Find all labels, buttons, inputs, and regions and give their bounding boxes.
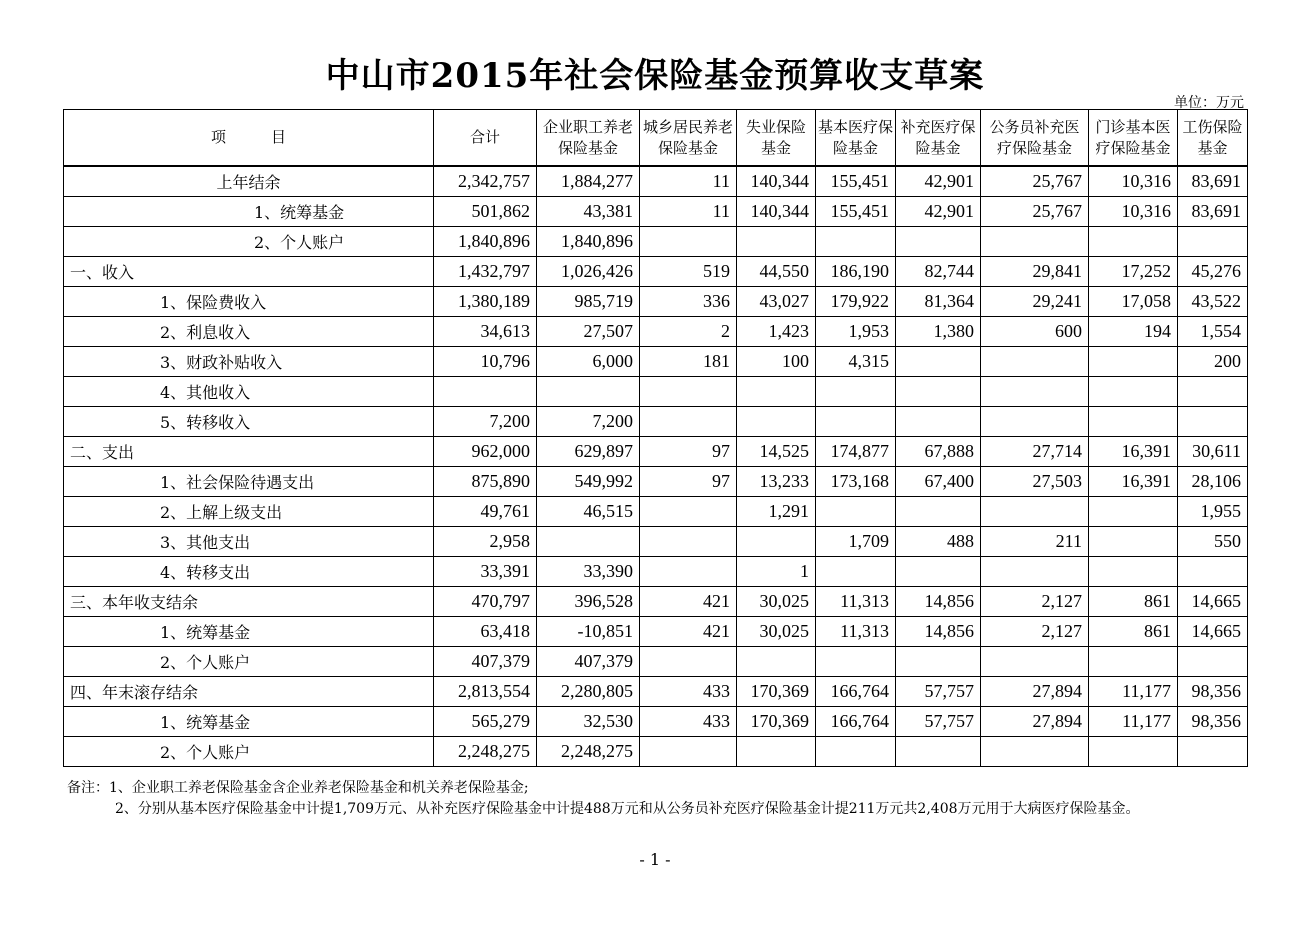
row-label: 3、财政补贴收入 <box>64 347 434 377</box>
table-cell <box>981 647 1089 677</box>
table-cell: 43,522 <box>1178 287 1248 317</box>
table-cell <box>640 377 737 407</box>
table-row <box>64 197 1248 227</box>
table-cell: 43,381 <box>537 197 640 227</box>
header-total: 合计 <box>434 110 537 167</box>
header-basic-medical: 基本医疗保险基金 <box>816 110 896 167</box>
row-label: 2、利息收入 <box>64 317 434 347</box>
table-cell: 25,767 <box>981 197 1089 227</box>
table-cell: 2,248,275 <box>537 737 640 767</box>
table-cell: 421 <box>640 617 737 647</box>
row-label: 1、统筹基金 <box>64 617 434 647</box>
table-cell <box>981 347 1089 377</box>
table-cell <box>981 407 1089 437</box>
table-cell: 17,252 <box>1089 257 1178 287</box>
table-cell: 1 <box>737 557 816 587</box>
table-cell <box>896 647 981 677</box>
table-cell: 29,241 <box>981 287 1089 317</box>
table-cell: 10,316 <box>1089 166 1178 197</box>
table-cell <box>1089 227 1178 257</box>
table-cell <box>1089 557 1178 587</box>
table-cell <box>896 737 981 767</box>
table-cell <box>896 227 981 257</box>
table-cell: 565,279 <box>434 707 537 737</box>
table-cell: 30,025 <box>737 587 816 617</box>
table-cell <box>896 497 981 527</box>
table-row <box>64 467 1248 497</box>
table-cell: 1,380 <box>896 317 981 347</box>
table-cell: 200 <box>1178 347 1248 377</box>
table-cell: 1,026,426 <box>537 257 640 287</box>
table-cell: 30,611 <box>1178 437 1248 467</box>
table-row <box>64 557 1248 587</box>
table-cell <box>640 227 737 257</box>
table-cell <box>981 737 1089 767</box>
table-cell: 11,313 <box>816 587 896 617</box>
table-cell: 396,528 <box>537 587 640 617</box>
table-cell: 2,958 <box>434 527 537 557</box>
table-cell: 28,106 <box>1178 467 1248 497</box>
table-cell: 11,313 <box>816 617 896 647</box>
table-cell: 2 <box>640 317 737 347</box>
table-cell <box>1178 377 1248 407</box>
table-cell: 407,379 <box>537 647 640 677</box>
table-cell <box>1089 527 1178 557</box>
table-cell: 2,342,757 <box>434 166 537 197</box>
table-cell <box>737 227 816 257</box>
table-cell <box>1178 227 1248 257</box>
table-cell <box>816 737 896 767</box>
table-cell: 57,757 <box>896 677 981 707</box>
budget-table <box>63 109 1248 767</box>
table-cell: 140,344 <box>737 197 816 227</box>
table-cell: 27,714 <box>981 437 1089 467</box>
row-label: 2、上解上级支出 <box>64 497 434 527</box>
table-cell: 1,380,189 <box>434 287 537 317</box>
table-row <box>64 166 1248 197</box>
table-cell: 45,276 <box>1178 257 1248 287</box>
table-cell: 1,709 <box>816 527 896 557</box>
table-cell: 433 <box>640 707 737 737</box>
table-cell: 27,507 <box>537 317 640 347</box>
table-cell: 155,451 <box>816 197 896 227</box>
header-civil-servant-medical: 公务员补充医疗保险基金 <box>981 110 1089 167</box>
row-label: 四、年末滚存结余 <box>64 677 434 707</box>
header-unemployment: 失业保险基金 <box>737 110 816 167</box>
table-cell: 861 <box>1089 587 1178 617</box>
table-cell <box>816 557 896 587</box>
table-cell <box>981 557 1089 587</box>
table-cell: 97 <box>640 437 737 467</box>
table-cell <box>640 557 737 587</box>
table-cell <box>737 407 816 437</box>
table-row <box>64 287 1248 317</box>
table-row <box>64 437 1248 467</box>
table-cell: 2,813,554 <box>434 677 537 707</box>
table-cell: 194 <box>1089 317 1178 347</box>
table-cell: 82,744 <box>896 257 981 287</box>
table-cell: 83,691 <box>1178 197 1248 227</box>
header-outpatient-medical: 门诊基本医疗保险基金 <box>1089 110 1178 167</box>
table-cell: 166,764 <box>816 707 896 737</box>
header-resident-pension: 城乡居民养老保险基金 <box>640 110 737 167</box>
table-cell: 550 <box>1178 527 1248 557</box>
row-label: 3、其他支出 <box>64 527 434 557</box>
table-row <box>64 347 1248 377</box>
table-cell: 170,369 <box>737 677 816 707</box>
table-cell: 17,058 <box>1089 287 1178 317</box>
table-cell: 181 <box>640 347 737 377</box>
table-row <box>64 527 1248 557</box>
table-cell: 14,525 <box>737 437 816 467</box>
table-cell: 629,897 <box>537 437 640 467</box>
table-cell: 11 <box>640 197 737 227</box>
table-cell: 43,027 <box>737 287 816 317</box>
table-cell <box>816 377 896 407</box>
table-cell: 155,451 <box>816 166 896 197</box>
table-cell: 42,901 <box>896 197 981 227</box>
table-cell <box>896 557 981 587</box>
table-cell <box>737 737 816 767</box>
table-cell: 336 <box>640 287 737 317</box>
table-cell: 407,379 <box>434 647 537 677</box>
table-cell: 186,190 <box>816 257 896 287</box>
table-cell: 488 <box>896 527 981 557</box>
table-cell: 34,613 <box>434 317 537 347</box>
table-cell: -10,851 <box>537 617 640 647</box>
table-cell: 97 <box>640 467 737 497</box>
table-cell: 1,953 <box>816 317 896 347</box>
row-label: 1、社会保险待遇支出 <box>64 467 434 497</box>
table-cell: 1,554 <box>1178 317 1248 347</box>
table-cell: 11,177 <box>1089 677 1178 707</box>
table-cell: 1,955 <box>1178 497 1248 527</box>
row-label: 三、本年收支结余 <box>64 587 434 617</box>
table-cell <box>640 527 737 557</box>
table-cell: 7,200 <box>434 407 537 437</box>
table-row <box>64 617 1248 647</box>
table-cell: 11,177 <box>1089 707 1178 737</box>
page-number: - 1 - <box>639 850 671 869</box>
table-cell: 14,665 <box>1178 617 1248 647</box>
table-cell: 519 <box>640 257 737 287</box>
table-cell: 166,764 <box>816 677 896 707</box>
table-cell: 44,550 <box>737 257 816 287</box>
table-cell: 25,767 <box>981 166 1089 197</box>
note-2: 2、分别从基本医疗保险基金中计提1,709万元、从补充医疗保险基金中计提488万元和从公务员补充医疗保险基金计提211万元共2,408万元用于大病医疗保险基金。 <box>115 801 1140 817</box>
table-cell: 985,719 <box>537 287 640 317</box>
table-cell <box>816 407 896 437</box>
notes <box>67 778 1252 820</box>
table-cell: 211 <box>981 527 1089 557</box>
table-cell: 67,400 <box>896 467 981 497</box>
table-cell: 2,248,275 <box>434 737 537 767</box>
table-cell: 33,391 <box>434 557 537 587</box>
table-row <box>64 407 1248 437</box>
table-cell: 63,418 <box>434 617 537 647</box>
table-cell <box>1089 407 1178 437</box>
table-header-row <box>64 110 1248 167</box>
table-cell <box>816 647 896 677</box>
row-label: 1、统筹基金 <box>64 707 434 737</box>
table-cell <box>1178 407 1248 437</box>
table-cell <box>640 497 737 527</box>
table-cell: 421 <box>640 587 737 617</box>
header-supplementary-medical: 补充医疗保险基金 <box>896 110 981 167</box>
table-cell: 10,316 <box>1089 197 1178 227</box>
table-cell <box>981 227 1089 257</box>
table-cell: 140,344 <box>737 166 816 197</box>
table-row <box>64 707 1248 737</box>
table-cell <box>640 737 737 767</box>
table-cell: 11 <box>640 166 737 197</box>
table-cell <box>1178 737 1248 767</box>
table-cell <box>1089 737 1178 767</box>
table-cell: 30,025 <box>737 617 816 647</box>
row-label: 5、转移收入 <box>64 407 434 437</box>
table-cell <box>1089 377 1178 407</box>
table-cell: 27,503 <box>981 467 1089 497</box>
table-cell <box>896 377 981 407</box>
row-label: 4、其他收入 <box>64 377 434 407</box>
table-cell <box>434 377 537 407</box>
table-cell <box>1178 557 1248 587</box>
table-cell: 962,000 <box>434 437 537 467</box>
table-cell: 49,761 <box>434 497 537 527</box>
table-cell <box>640 407 737 437</box>
row-label: 二、支出 <box>64 437 434 467</box>
table-cell: 179,922 <box>816 287 896 317</box>
table-cell <box>816 227 896 257</box>
row-label: 一、收入 <box>64 257 434 287</box>
table-cell: 174,877 <box>816 437 896 467</box>
table-cell: 2,280,805 <box>537 677 640 707</box>
table-cell: 100 <box>737 347 816 377</box>
table-cell: 6,000 <box>537 347 640 377</box>
table-cell: 27,894 <box>981 707 1089 737</box>
table-cell <box>981 377 1089 407</box>
table-row <box>64 737 1248 767</box>
table-cell <box>896 347 981 377</box>
table-cell: 875,890 <box>434 467 537 497</box>
row-label: 2、个人账户 <box>64 647 434 677</box>
table-cell <box>816 497 896 527</box>
table-cell: 600 <box>981 317 1089 347</box>
table-row <box>64 587 1248 617</box>
table-cell: 14,856 <box>896 617 981 647</box>
table-cell: 16,391 <box>1089 437 1178 467</box>
table-cell: 7,200 <box>537 407 640 437</box>
table-cell: 83,691 <box>1178 166 1248 197</box>
header-enterprise-pension: 企业职工养老保险基金 <box>537 110 640 167</box>
table-row <box>64 227 1248 257</box>
table-cell: 16,391 <box>1089 467 1178 497</box>
table-cell: 10,796 <box>434 347 537 377</box>
table-row <box>64 497 1248 527</box>
table-cell <box>1178 647 1248 677</box>
table-row <box>64 377 1248 407</box>
table-cell: 173,168 <box>816 467 896 497</box>
table-cell: 98,356 <box>1178 677 1248 707</box>
table-cell: 27,894 <box>981 677 1089 707</box>
table-cell: 98,356 <box>1178 707 1248 737</box>
header-item: 项 目 <box>64 110 434 167</box>
table-cell: 1,840,896 <box>434 227 537 257</box>
table-cell <box>1089 647 1178 677</box>
table-row <box>64 647 1248 677</box>
table-cell <box>537 527 640 557</box>
table-cell: 4,315 <box>816 347 896 377</box>
table-cell <box>737 527 816 557</box>
table-cell: 1,423 <box>737 317 816 347</box>
table-cell: 170,369 <box>737 707 816 737</box>
table-cell: 1,432,797 <box>434 257 537 287</box>
table-row <box>64 317 1248 347</box>
table-row <box>64 257 1248 287</box>
row-label: 1、统筹基金 <box>64 197 434 227</box>
table-cell: 33,390 <box>537 557 640 587</box>
row-label: 1、保险费收入 <box>64 287 434 317</box>
table-cell <box>981 497 1089 527</box>
table-cell: 29,841 <box>981 257 1089 287</box>
table-cell <box>640 647 737 677</box>
table-cell: 81,364 <box>896 287 981 317</box>
note-1: 备注：1、企业职工养老保险基金含企业养老保险基金和机关养老保险基金; <box>67 780 529 796</box>
row-label: 2、个人账户 <box>64 227 434 257</box>
table-cell <box>737 377 816 407</box>
table-cell: 46,515 <box>537 497 640 527</box>
table-cell: 1,884,277 <box>537 166 640 197</box>
table-cell <box>1089 347 1178 377</box>
table-cell: 2,127 <box>981 617 1089 647</box>
table-cell: 470,797 <box>434 587 537 617</box>
table-cell: 861 <box>1089 617 1178 647</box>
table-cell <box>1089 497 1178 527</box>
table-cell <box>737 647 816 677</box>
row-label: 4、转移支出 <box>64 557 434 587</box>
table-cell: 14,665 <box>1178 587 1248 617</box>
table-cell: 32,530 <box>537 707 640 737</box>
table-cell: 1,291 <box>737 497 816 527</box>
document-title: 中山市2015年社会保险基金预算收支草案 <box>325 56 985 96</box>
row-label: 2、个人账户 <box>64 737 434 767</box>
row-label: 上年结余 <box>64 166 434 197</box>
table-cell <box>537 377 640 407</box>
unit-label: 单位：万元 <box>1174 95 1244 111</box>
table-cell: 501,862 <box>434 197 537 227</box>
header-work-injury: 工伤保险基金 <box>1178 110 1248 167</box>
table-cell: 549,992 <box>537 467 640 497</box>
table-cell: 433 <box>640 677 737 707</box>
table-cell: 14,856 <box>896 587 981 617</box>
table-row <box>64 677 1248 707</box>
table-cell: 57,757 <box>896 707 981 737</box>
table-cell: 2,127 <box>981 587 1089 617</box>
table-cell <box>896 407 981 437</box>
table-cell: 42,901 <box>896 166 981 197</box>
table-cell: 13,233 <box>737 467 816 497</box>
table-cell: 67,888 <box>896 437 981 467</box>
table-cell: 1,840,896 <box>537 227 640 257</box>
